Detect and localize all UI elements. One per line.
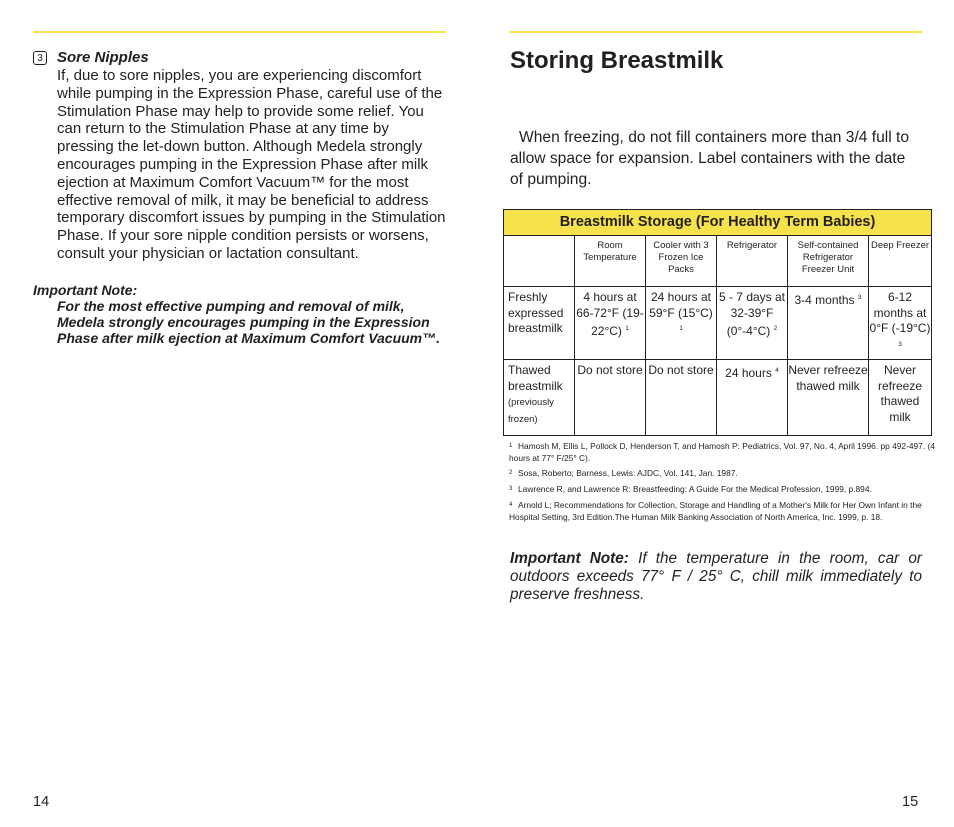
table-cell	[869, 287, 932, 360]
cell-text: 3-4 months	[794, 293, 855, 307]
table-cell	[869, 360, 932, 436]
footnote-ref: 2	[773, 325, 778, 333]
footnote-ref: 3	[857, 294, 862, 301]
cell-text: 4 hours at 66-72°F (19-22°C)	[576, 290, 644, 339]
freezing-instructions: When freezing, do not fill containers more than 3/4 full to allow space for expansion. Label containers with the date of pumping.	[510, 129, 910, 188]
table-cell	[717, 360, 788, 436]
footnote-number: 3	[509, 486, 513, 492]
cell-text: Never refreeze thawed milk	[877, 363, 923, 424]
table-cell	[646, 360, 717, 436]
table-column-header-row	[504, 236, 932, 287]
table-cell	[646, 287, 717, 360]
table-cell	[575, 360, 646, 436]
important-note-body: For the most effective pumping and removal of milk, Medela strongly encourages pumping in the Expression Phase after milk ejection at Maximum Comfort Vacuum™.	[57, 297, 441, 346]
table-caption: Breastmilk Storage (For Healthy Term Babies)	[504, 210, 932, 236]
row-header: Freshly expressed breastmilk	[504, 287, 575, 360]
footnote	[509, 499, 939, 523]
storage-table	[503, 209, 932, 436]
table-cell	[788, 287, 869, 360]
left-page-content	[33, 49, 447, 346]
table-corner-cell	[504, 236, 575, 287]
cell-text: 24 hours at 59°F (15°C)	[649, 290, 713, 320]
cell-text: 6-12 months at 0°F (-19°C)	[869, 290, 931, 336]
cell-text: 5 - 7 days at 32-39°F (0°-4°C)	[718, 290, 786, 339]
footnote-number: 1	[509, 443, 513, 449]
column-header: Refrigerator	[717, 236, 788, 287]
important-note-label: Important Note:	[510, 550, 629, 567]
footnote-ref: 1	[679, 325, 683, 333]
column-header: Cooler with 3 Frozen Ice Packs	[646, 236, 717, 287]
cell-text: Never refreeze thawed milk	[788, 363, 868, 393]
important-note-heading: Important Note:	[33, 281, 138, 298]
footnote	[509, 440, 939, 464]
footnote-ref: 4	[775, 367, 779, 374]
table-row	[504, 287, 932, 360]
page-title: Storing Breastmilk	[510, 47, 724, 74]
important-note-text: If the temperature in the room, car or outdoors exceeds 77° F / 25° C, chill milk immediately to preserve freshness.	[510, 550, 922, 604]
table-cell	[788, 360, 869, 436]
footnote-ref: 1	[625, 325, 629, 333]
footnote-text: Hamosh M, Ellis L, Pollock D, Henderson T, and Hamosh P: Pediatrics, Vol. 97, No. 4, April 1996. pp 492-497. (4 hours at 77° F/25° C).	[509, 441, 935, 463]
footnote-number: 2	[509, 470, 513, 476]
footnote-text: Sosa, Roberto; Barness, Lewis: AJDC, Vol. 141, Jan. 1987.	[518, 468, 738, 478]
footnote-text: Lawrence R, and Lawrence R: Breastfeeding: A Guide For the Medical Profession, 1999, p.894.	[518, 484, 872, 494]
right-header-rule	[510, 31, 922, 33]
cell-text: Do not store	[577, 363, 643, 377]
table-row	[504, 360, 932, 436]
footnote	[509, 483, 939, 495]
column-header: Room Temperature	[575, 236, 646, 287]
footnote-number: 4	[509, 502, 513, 508]
cell-text: Do not store	[648, 363, 714, 377]
page-number-right: 15	[902, 794, 919, 810]
footnote-ref: 3	[898, 340, 902, 348]
column-header: Self-contained Refrigerator Freezer Unit	[788, 236, 869, 287]
page-number-left: 14	[33, 794, 50, 810]
footnote	[509, 467, 939, 479]
section-heading: Sore Nipples	[57, 49, 149, 66]
left-header-rule	[33, 31, 445, 33]
important-note	[510, 550, 922, 605]
row-header-note: (previously frozen)	[508, 397, 554, 425]
table-cell	[575, 287, 646, 360]
cell-text: 24 hours	[725, 366, 772, 380]
section-body: If, due to sore nipples, you are experiencing discomfort while pumping in the Expression Phase, careful use of the Stimulation Phase may help to provide some relief. You can return to the Stimulation Phase at any time by pressing the let-down button. Although Medela strongly encourages pumping in the Expression Phase after milk ejection at Maximum Comfort Vacuum™ for the most effective removal of milk, it may be beneficial to address temporary discomfort issues by pumping in the Stimulation Phase. If your sore nipple condition persists or worsens, consult your physician or lactation consultant.	[57, 67, 446, 262]
row-header	[504, 360, 575, 436]
column-header: Deep Freezer	[869, 236, 932, 287]
bullet-number: 3	[33, 51, 47, 65]
footnote-text: Arnold L; Recommendations for Collection, Storage and Handling of a Mother's Milk for Her Own Infant in the Hospital Setting, 3rd Edition.The Human Milk Banking Association of North America, Inc. 1999, p. 18.	[509, 500, 922, 522]
table-cell	[717, 287, 788, 360]
row-header-label: Thawed breastmilk	[508, 363, 563, 393]
